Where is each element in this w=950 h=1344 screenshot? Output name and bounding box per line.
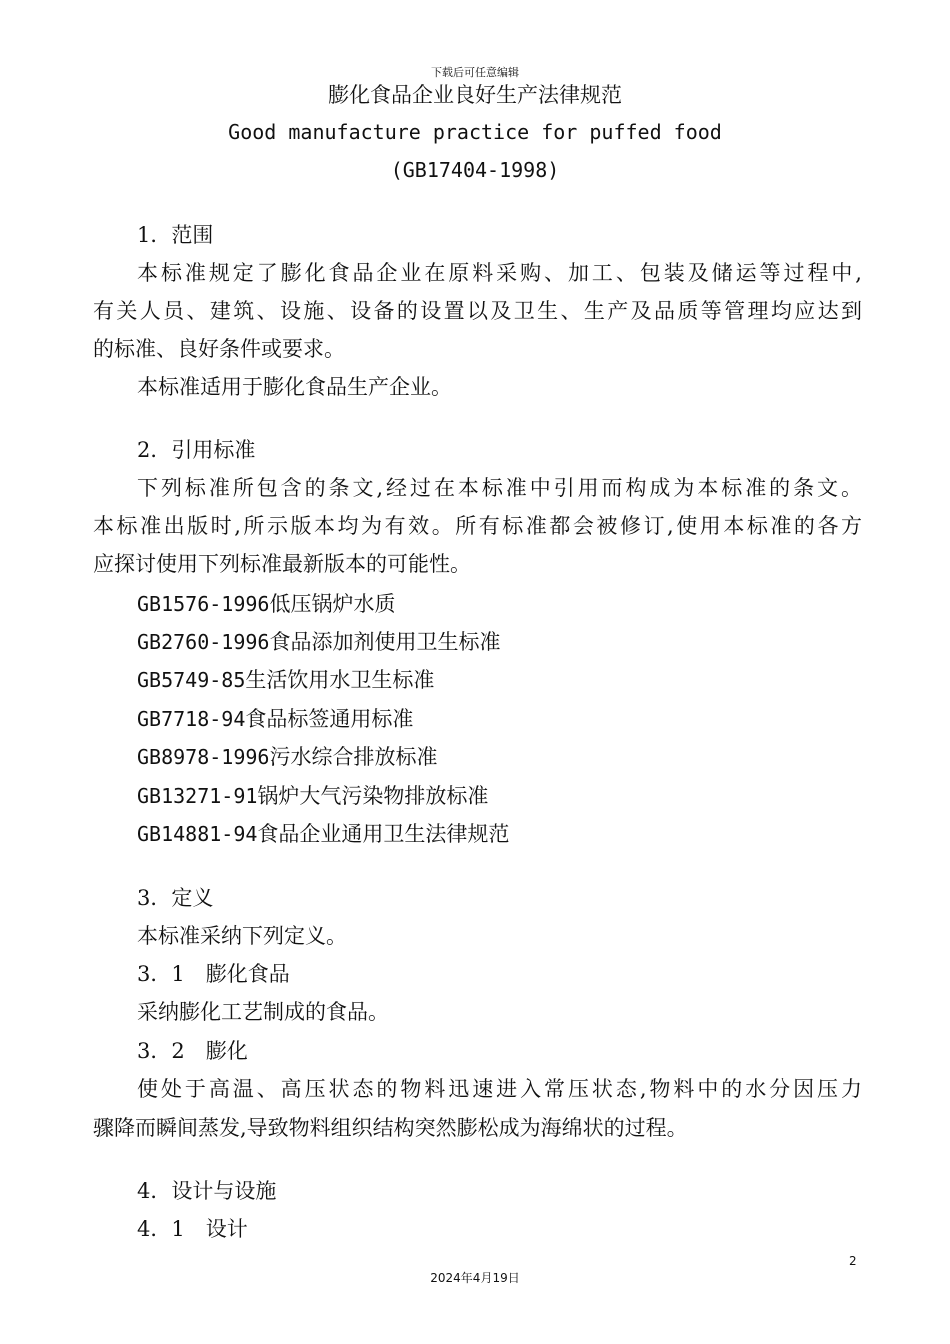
reference-name: 锅炉大气污染物排放标准 <box>257 784 489 808</box>
reference-code: GB7718-94 <box>137 707 246 731</box>
reference-code: GB2760-1996 <box>137 630 270 654</box>
paragraph-line: 的标准、良好条件或要求。 <box>93 337 345 361</box>
reference-item <box>137 627 500 657</box>
paragraph-line: 本标准适用于膨化食品生产企业。 <box>137 375 452 399</box>
paragraph-line: 采纳膨化工艺制成的食品。 <box>137 1000 389 1024</box>
reference-item <box>137 704 413 734</box>
reference-name: 低压锅炉水质 <box>269 592 396 616</box>
reference-code: GB1576-1996 <box>137 592 270 616</box>
paragraph-line: 本标准规定了膨化食品企业在原料采购、加工、包装及储运等过程中, <box>137 261 862 285</box>
reference-item <box>137 819 509 849</box>
paragraph-line: 下列标准所包含的条文,经过在本标准中引用而构成为本标准的条文。 <box>137 476 862 500</box>
reference-code: GB5749-85 <box>137 668 246 692</box>
subsection-heading: 3．1 膨化食品 <box>137 962 290 986</box>
reference-name: 生活饮用水卫生标准 <box>245 668 435 692</box>
section-heading: 3．定义 <box>137 886 214 910</box>
paragraph-line: 有关人员、建筑、设施、设备的设置以及卫生、生产及品质等管理均应达到 <box>93 299 862 323</box>
reference-item <box>137 781 488 811</box>
reference-item <box>137 665 434 695</box>
reference-code: GB14881-94 <box>137 822 258 846</box>
paragraph-line: 应探讨使用下列标准最新版本的可能性。 <box>93 552 471 576</box>
document-title-english: Good manufacture practice for puffed food <box>228 120 722 144</box>
reference-name: 污水综合排放标准 <box>269 745 438 769</box>
paragraph-line: 使处于高温、高压状态的物料迅速进入常压状态,物料中的水分因压力 <box>137 1077 862 1101</box>
editable-note: 下载后可任意编辑 <box>431 66 519 79</box>
page-number: 2 <box>849 1254 857 1268</box>
paragraph-line: 骤降而瞬间蒸发,导致物料组织结构突然膨松成为海绵状的过程。 <box>93 1116 688 1140</box>
section-heading: 1．范围 <box>137 223 214 247</box>
paragraph-line: 本标准采纳下列定义。 <box>137 924 347 948</box>
section-heading: 4．设计与设施 <box>137 1179 277 1203</box>
paragraph-line: 本标准出版时,所示版本均为有效。所有标准都会被修订,使用本标准的各方 <box>93 514 862 538</box>
reference-item <box>137 589 395 619</box>
reference-name: 食品添加剂使用卫生标准 <box>269 630 501 654</box>
reference-name: 食品标签通用标准 <box>245 707 414 731</box>
section-heading: 2．引用标准 <box>137 438 256 462</box>
subsection-heading: 3．2 膨化 <box>137 1039 248 1063</box>
reference-code: GB8978-1996 <box>137 745 270 769</box>
footer-date: 2024年4月19日 <box>430 1271 520 1285</box>
subsection-heading: 4．1 设计 <box>137 1217 248 1241</box>
document-title: 膨化食品企业良好生产法律规范 <box>328 83 622 107</box>
reference-name: 食品企业通用卫生法律规范 <box>257 822 510 846</box>
standard-code: (GB17404-1998) <box>390 158 560 182</box>
reference-code: GB13271-91 <box>137 784 258 808</box>
reference-item <box>137 742 437 772</box>
